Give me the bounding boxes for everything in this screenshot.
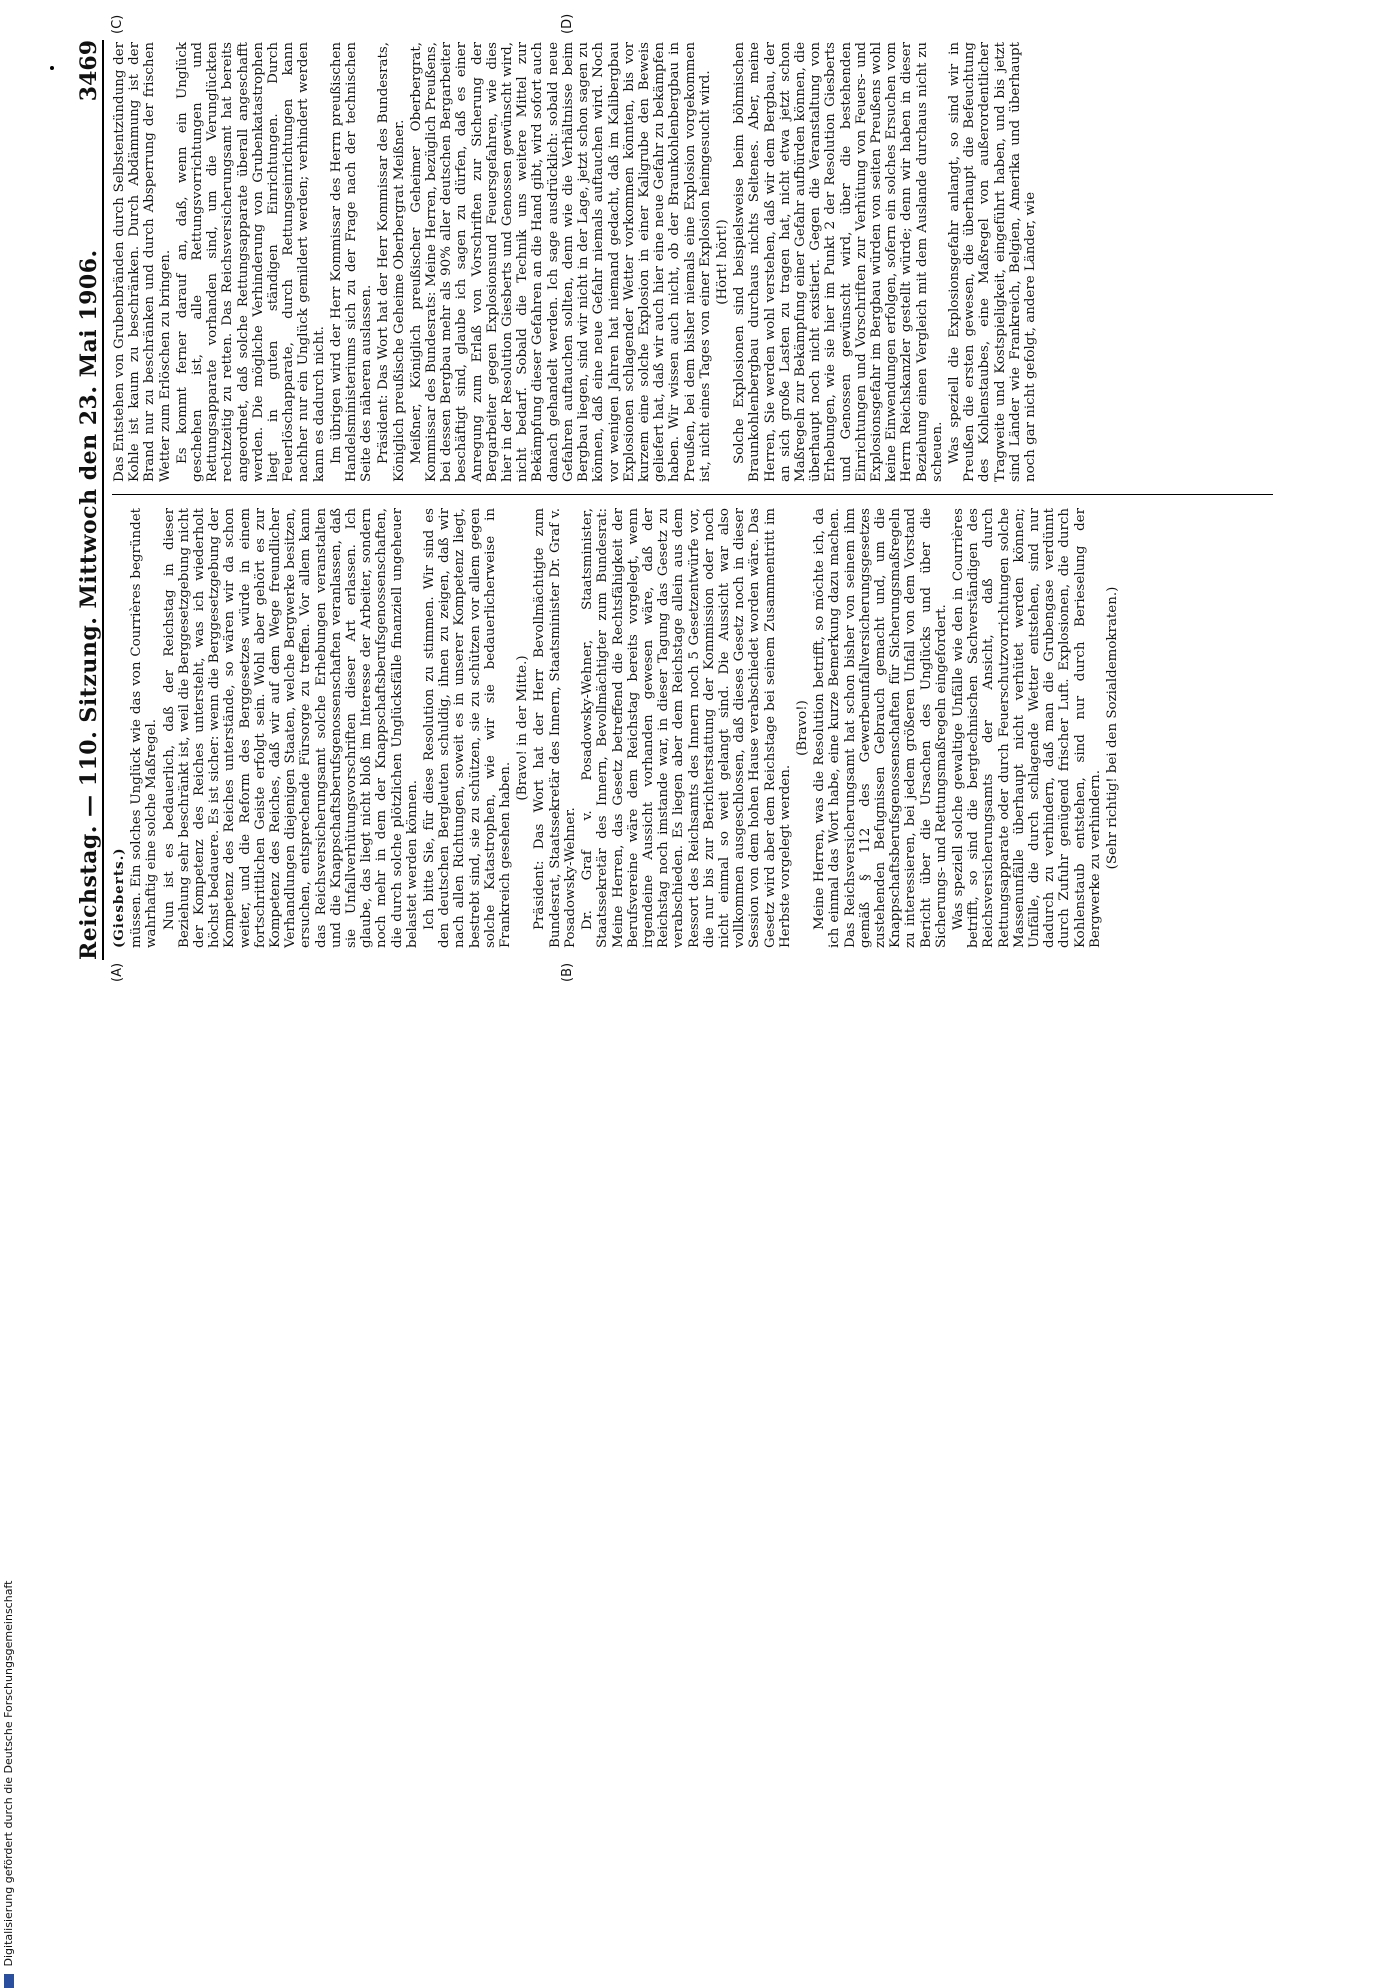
paragraph: Solche Explosionen sind beispielsweise beim böhmischen Braunkohlenbergbau durchaus nichts Seltenes. Aber, meine Herren, Sie werden wohl verstehen, daß wir dem Bergbau, der an sich große Lasten zu tragen hat, nicht etwa jetzt schon Maßregeln zur Bekämpfung einer Gefahr aufbürden können, die überhaupt noch nicht existiert. Gegen die Veranstaltung von Erhebungen, wie sie hier im Punkt 2 der Resolution Giesberts und Genossen gewünscht wird, über die bestehenden Einrichtungen und Vorschriften zur Verhütung von Feuers- und Explosionsgefahr im Bergbau würden von seiten Preußens wohl keine Einwendungen erfolgen, sofern ein solches Ersuchen vom Herrn Reichskanzler gestellt würde; denn wir haben in dieser Beziehung einen Vergleich mit dem Auslande durchaus nicht zu scheuen.	[732, 42, 945, 482]
dfg-footer	[2, 988, 15, 1988]
right-column	[112, 42, 1273, 482]
president-statement: Präsident: Das Wort hat der Herr Bevollmächtigte zum Bundesrat, Staatssekretär des Innern, Staatsminister Dr. Graf v. Posadowsky-Wehner.	[532, 508, 578, 948]
speech-meissner: Meißner, Königlich preußischer Geheimer Oberbergrat, Kommissar des Bundesrats: Meine Herren, bezüglich Preußens, bei dessen Bergbau mehr als 90% aller deutschen Bergarbeiter beschäftigt sind, glaube ich sagen zu dürfen, daß es einer Anregung zum Erlaß von Vorschriften zur Sicherung der Bergarbeiter gegen Explosionsund Feuersgefahren, wie dies hier in der Resolution Giesberts und Genossen gewünscht wird, nicht bedarf. Sobald die Technik uns weitere Mittel zur Bekämpfung dieser Gefahren an die Hand gibt, wird sofort auch danach gehandelt werden. Ich sage ausdrücklich: sobald neue Gefahren auftauchen sollten, denn wie die Verhältnisse beim Bergbau liegen, sind wir nicht in der Lage, jetzt schon sagen zu können, daß eine neue Gefahr niemals auftauchen wird. Noch vor wenigen Jahren hat niemand gedacht, daß im Kalibergbau Explosionen schlagender Wetter vorkommen könnten, bis vor kurzem eine solche Explosion in einer Kaligrube den Beweis geliefert hat, daß wir auch hier eine neue Gefahr zu bekämpfen haben. Wir wissen auch nicht, ob der Braunkohlenbergbau in Preußen, bei dem bisher niemals eine Explosion vorgekommen ist, nicht eines Tages von einer Explosion heimgesucht wird.	[408, 42, 713, 482]
page-number: 3469	[76, 40, 102, 102]
margin-marker-d: (D)	[560, 13, 575, 34]
reaction: (Bravo! in der Mitte.)	[515, 655, 531, 801]
paragraph: Das Entstehen von Grubenbränden durch Selbstentzündung der Kohle ist kaum zu beschränken. Durch Abdämmung ist der Brand nur zu beschränken und durch Absperrung der frischen Wetter zum Erlöschen zu bringen.	[112, 42, 173, 482]
print-dot	[50, 66, 54, 70]
paragraph: Im übrigen wird der Herr Kommissar des Herrn preußischen Handelsministeriums sich zu der Frage nach der technischen Seite des näheren auslassen.	[328, 42, 375, 482]
reaction: (Bravo!)	[794, 700, 810, 756]
paragraph: müssen. Ein solches Unglück wie das von Courrières begründet wahrhaftig eine solche Maßregel.	[129, 508, 160, 948]
paragraph: Ich bitte Sie, für diese Resolution zu stimmen. Wir sind es den deutschen Bergleuten schuldig, ihnen zu zeigen, daß wir nach allen Richtungen, soweit es in unserer Kompetenz liegt, bestrebt sind, sie zu schützen, sie zu schützen vor allem gegen solche Katastrophen, wie wir sie bedauerlicherweise in Frankreich gesehen haben.	[422, 508, 514, 948]
paragraph: Nun ist es bedauerlich, daß der Reichstag in dieser Beziehung sehr beschränkt ist, weil die Berggesetzgebung nicht der Kompetenz des Reiches untersteht, was ich wiederholt höchst bedauere. Es ist sicher: wenn die Berggesetzgebung der Kompetenz des Reiches unterstände, so wären wir da schon weiter, und die Reform des Berggesetzes würde in einem fortschrittlichen Geiste erfolgt sein. Wohl aber gehört es zur Kompetenz des Reiches, daß wir auf dem Wege freundlicher Verhandlungen diejenigen Staaten, welche Bergwerke besitzen, ersuchen, entsprechende Fürsorge zu treffen. Vor allem kann das Reichsversicherungsamt solche Erhebungen veranstalten und die Knappschaftsberufsgenossenschaften veranlassen, daß sie Unfallverhütungsvorschriften dieser Art erlassen. Ich glaube, das liegt nicht bloß im Interesse der Arbeiter, sondern noch mehr in dem der Knappschaftsberufsgenossenschaften, die durch solche plötzlichen Unglücksfälle finanziell ungeheuer belastet werden können.	[161, 508, 420, 948]
page-header	[68, 40, 104, 960]
reaction: (Sehr richtig! bei den Sozialdemokraten.)	[1105, 586, 1120, 870]
speech-intro: Dr. Graf v. Posadowsky-Wehner, Staatsminister, Staatssekretär des Innern, Bevollmächtigter zum Bundesrat: Meine Herren, das Gesetz betreffend die Rechtsfähigkeit der Berufsvereine wäre dem Reichstag bereits vorgelegt, wenn irgendeine Aussicht vorhanden gewesen wäre, daß der Reichstag noch imstande war, in dieser Tagung das Gesetz zu verabschieden. Es liegen aber dem Reichstage allein aus dem Ressort des Reichsamts des Innern noch 5 Gesetzentwürfe vor, die nur bis zur Berichterstattung der Kommission oder noch nicht einmal so weit gelangt sind. Die Aussicht war also vollkommen ausgeschlossen, daß dieses Gesetz noch in dieser Session von dem hohen Hause verabschiedet worden wäre. Das Gesetz wird aber dem Reichstage bei seinem Zusammentritt im Herbste vorgelegt werden.	[580, 508, 793, 948]
paragraph: Was speziell die Explosionsgefahr anlangt, so sind wir in Preußen die ersten gewesen, die überhaupt die Befeuchtung des Kohlenstaubes, eine Maßregel von außerordentlicher Tragweite und Kostspieligkeit, eingeführt haben, und bis jetzt sind Länder wie Frankreich, Belgien, Amerika und überhaupt noch gar nicht gefolgt, andere Länder, wie	[946, 42, 1038, 482]
margin-marker-b: (B)	[560, 962, 575, 982]
column-divider	[112, 494, 1273, 495]
president-statement: Präsident: Das Wort hat der Herr Kommissar des Bundesrats, Königlich preußische Geheime Oberbergrat Meißner.	[376, 42, 407, 482]
paragraph: Was speziell solche gewaltige Unfälle wie den in Courrières betrifft, so sind die bergtechnischen Sachverständigen des Reichsversicherungsamts der Ansicht, daß durch Rettungsapparate oder durch Feuerschutzvorrichtungen solche Massenunfälle überhaupt nicht verhütet werden können; Unfälle, die durch schlagende Wetter entstehen, sind nur dadurch zu verhindern, daß man die Grubengase verdünnt durch Zufuhr genügend frischer Luft. Explosionen, die durch Kohlenstaub entstehen, sind nur durch Berieselung der Bergwerke zu verhindern.	[950, 508, 1103, 948]
reaction: (Hört! hört!)	[714, 219, 730, 305]
header-title: Reichstag. — 110. Sitzung. Mittwoch den 23. Mai 1906.	[76, 249, 102, 960]
margin-marker-c: (C)	[110, 14, 125, 34]
dfg-logo-icon	[4, 1974, 14, 1988]
paragraph: Es kommt ferner darauf an, daß, wenn ein Unglück geschehen ist, alle Rettungsvorrichtungen und Rettungsapparate vorhanden sind, um die Verunglückten rechtzeitig zu retten. Das Reichsversicherungsamt hat bereits angeordnet, daß solche Rettungsapparate überall angeschafft werden. Die mögliche Verhinderung von Grubenkatastrophen liegt in guten ständigen Einrichtungen. Durch Feuerlöschapparate, durch Rettungseinrichtungen kann nachher nur ein Unglück gemildert werden; verhindert werden kann es dadurch nicht.	[174, 42, 327, 482]
margin-marker-a: (A)	[110, 962, 125, 982]
footer-text: Digitalisierung gefördert durch die Deutsche Forschungsgemeinschaft	[2, 1580, 15, 1967]
speaker-tag: (Giesberts.)	[111, 847, 127, 948]
left-column	[112, 508, 1273, 948]
paragraph: Meine Herren, was die Resolution betrifft, so möchte ich, da ich einmal das Wort habe, eine kurze Bemerkung dazu machen. Das Reichsversicherungsamt hat schon bisher von seinem ihm gemäß § 112 des Gewerbeunfallversicherungsgesetzes zustehenden Befugnissen Gebrauch gemacht und, um die Knappschaftsberufsgenossenschaften für Sicherungsmaßregeln zu interessieren, bei jedem größeren Unfall von dem Vorstand Bericht über die Ursachen des Unglücks und über die Sicherungs- und Rettungsmaßregeln eingefordert.	[812, 508, 949, 948]
